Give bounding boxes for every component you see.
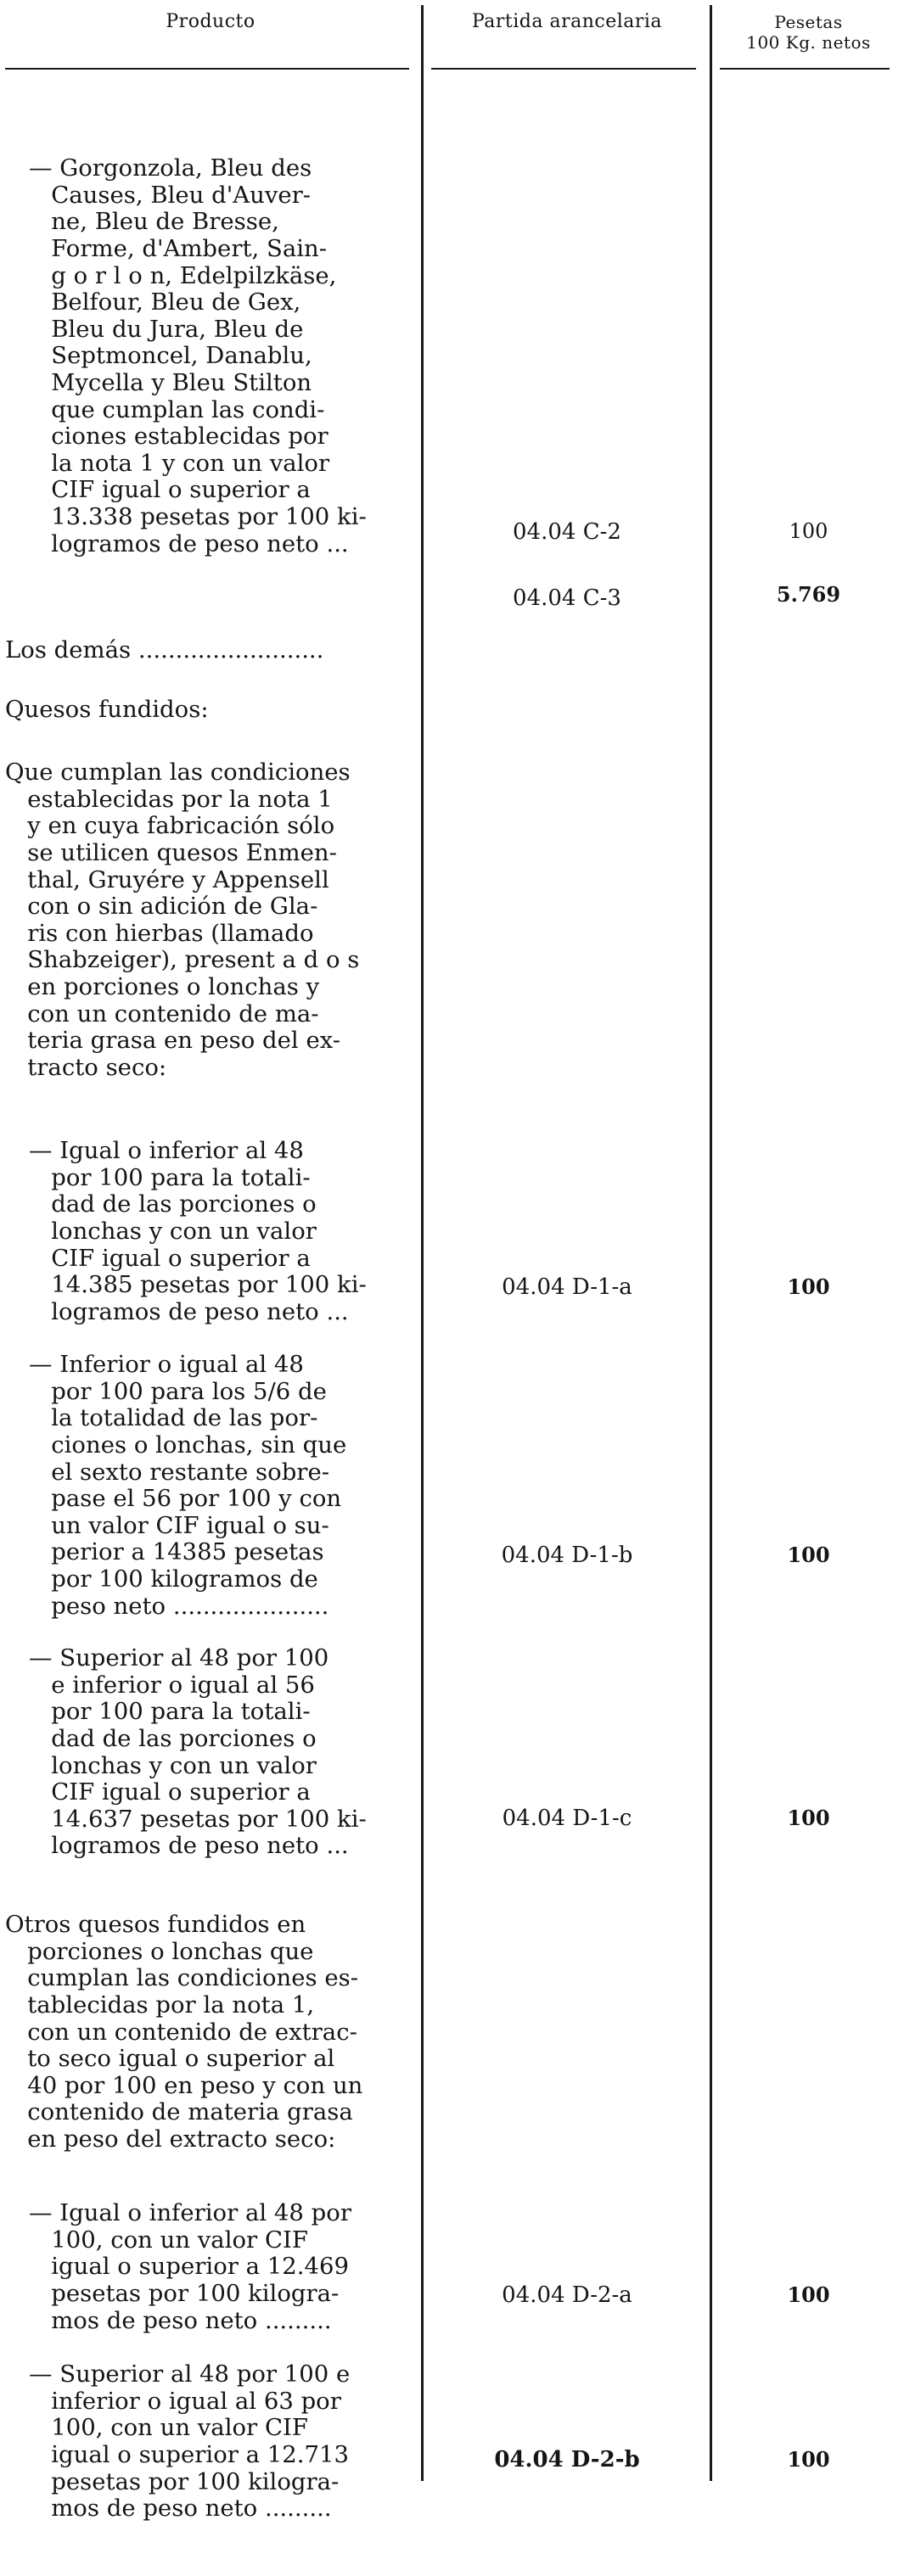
- row-los-demas-code: 04.04 C-3: [513, 585, 621, 611]
- row-d2b-value: 100: [787, 2447, 830, 2472]
- row-d2a-code: 04.04 D-2-a: [502, 2282, 632, 2308]
- row-los-demas-value: 5.769: [776, 582, 841, 607]
- row-d2b-code: 04.04 D-2-b: [494, 2447, 640, 2472]
- row-d1b-text: — Inferior o igual al 48 por 100 para los 5/6 de la totalidad de las por- ciones o lonchas, sin que el sexto restante sobre- pase el 56 por 100 y con un valor CIF igual o su- perior a 14385 pesetas por 100 kilogramos de peso neto .....................: [29, 1351, 347, 1620]
- row-quesos-fundidos-heading: Quesos fundidos:: [5, 696, 209, 724]
- row-que-cumplan-text: Que cumplan las condiciones establecidas por la nota 1 y en cuya fabricación sólo se utilicen quesos Enmen- thal, Gruyére y Appensell con o sin adición de Gla- ris con hierbas (llamado Shabzeiger), present a d o s en porciones o lonchas y con un contenido de ma- teria grasa en peso del ex- tracto seco:: [5, 759, 360, 1081]
- header-unit-line1: Pesetas: [774, 12, 843, 32]
- row-gorgonzola-text: — Gorgonzola, Bleu des Causes, Bleu d'Auver- ne, Bleu de Bresse, Forme, d'Ambert, Sain- g o r l o n, Edelpilzkäse, Belfour, Bleu de Gex, Bleu du Jura, Bleu de Septmoncel, Danablu, Mycella y Bleu Stilton que cumplan las condi- ciones establecidas por la nota 1 y con un valor CIF igual o superior a 13.338 pesetas por 100 ki- logramos de peso neto ...: [29, 154, 367, 557]
- row-otros-text: Otros quesos fundidos en porciones o lonchas que cumplan las condiciones es- tablecidas por la nota 1, con un contenido de extrac- to seco igual o superior al 40 por 100 en peso y con un contenido de materia grasa en peso del extracto seco:: [5, 1911, 363, 2153]
- header-rule-unit: [720, 68, 890, 70]
- header-rule-product: [5, 68, 409, 70]
- row-d2a-text: — Igual o inferior al 48 por 100, con un valor CIF igual o superior a 12.469 pesetas por 100 kilogra- mos de peso neto .........: [29, 2199, 351, 2334]
- row-d1b-value: 100: [787, 1543, 830, 1567]
- header-rule-tariff: [431, 68, 696, 70]
- column-rule-1: [421, 5, 424, 2481]
- row-d2a-value: 100: [787, 2282, 830, 2307]
- header-product: Producto: [166, 11, 255, 32]
- header-tariff: Partida arancelaria: [471, 11, 663, 32]
- row-gorgonzola-code: 04.04 C-2: [513, 519, 621, 545]
- column-rule-2: [710, 5, 712, 2481]
- row-d1a-value: 100: [787, 1274, 830, 1299]
- row-gorgonzola-value: 100: [789, 519, 828, 543]
- row-d1c-code: 04.04 D-1-c: [502, 1806, 632, 1831]
- row-d1b-code: 04.04 D-1-b: [501, 1543, 633, 1568]
- row-d1c-text: — Superior al 48 por 100 e inferior o igual al 56 por 100 para la totali- dad de las porciones o lonchas y con un valor CIF igual o superior a 14.637 pesetas por 100 ki- logramos de peso neto ...: [29, 1644, 367, 1860]
- row-d2b-text: — Superior al 48 por 100 e inferior o igual al 63 por 100, con un valor CIF igual o superior a 12.713 pesetas por 100 kilogra- mos de peso neto .........: [29, 2360, 351, 2523]
- row-d1a-text: — Igual o inferior al 48 por 100 para la totali- dad de las porciones o lonchas y con un valor CIF igual o superior a 14.385 pesetas por 100 ki- logramos de peso neto ...: [29, 1137, 367, 1325]
- header-unit: [713, 12, 904, 53]
- row-los-demas-text: Los demás .........................: [5, 636, 324, 664]
- row-d1a-code: 04.04 D-1-a: [502, 1274, 632, 1300]
- row-d1c-value: 100: [787, 1806, 830, 1830]
- header-unit-line2: 100 Kg. netos: [746, 32, 871, 53]
